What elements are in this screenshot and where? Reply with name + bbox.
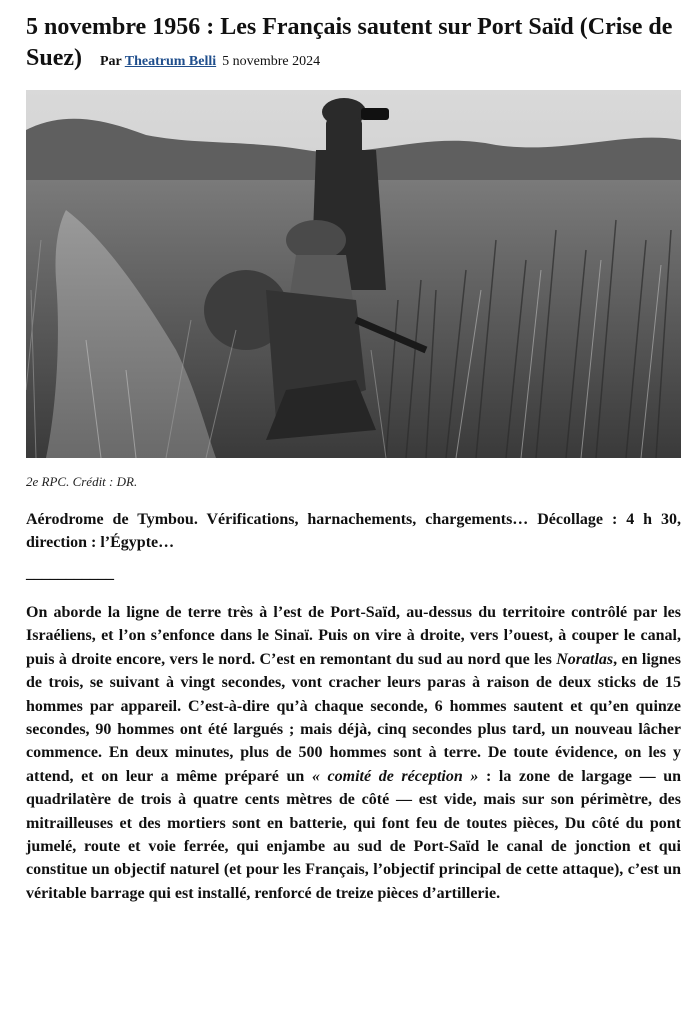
- article-title: [26, 0, 681, 77]
- photo-caption: 2e RPC. Crédit : DR.: [26, 474, 138, 489]
- body-paragraph: [26, 601, 681, 905]
- body-text-part-1: On aborde la ligne de terre très à l’est de Port-Saïd, au-dessus du territoire contrôlé par les Israéliens, et l’on s’enfonce dans le Sinaï. Puis on vire à droite, vers l’ouest, à couper le canal, puis à droite encore, vers le nord. C’est en remontant du sud au nord que les: [26, 604, 681, 668]
- body-text-part-3: : la zone de largage — un quadrilatère de trois à quatre cents mètres de côté — est vide, mais sur son périmètre, des mitrailleuses et des mortiers sont en batterie, qui font feu de toutes pièces, Du côté du pont jumelé, route et voie ferrée, qui enjambe au sud de Port-Saïd le canal de jonction et qui constitue un objectif naturel (et pour les Français, l’objectif principal de cette attaque), c’est un véritable barrage qui est installé, renforcé de treize pièces d’artillerie.: [26, 767, 682, 902]
- article-photo: [26, 90, 681, 458]
- publish-date: 5 novembre 2024: [222, 54, 321, 69]
- body-text-part-2: , en lignes de trois, se suivant à vingt secondes, vont cracher leurs paras à raison de deux sticks de 15 hommes par appareil. C’est-à-dire qu’à chaque seconde, 6 hommes sautent et qu’en quinze secondes, 90 hommes ont été largués ; mais déjà, cinq secondes plus tard, un nouveau lâcher commence. En deux minutes, plus de 500 hommes sont à terre. De toute évidence, on les y attend, et on leur a même préparé un: [26, 650, 681, 785]
- body-italic-comite: « comité de réception »: [311, 767, 479, 785]
- article: [26, 0, 682, 902]
- author-link[interactable]: Theatrum Belli: [124, 54, 217, 69]
- title-text: 5 novembre 1956 : Les Français sautent sur Port Saïd (Crise de Suez): [26, 14, 673, 71]
- intro-paragraph: Aérodrome de Tymbou. Vérifications, harnachements, chargements… Décollage : 4 h 30, direction : l’Égypte…: [26, 511, 681, 551]
- by-label: Par: [100, 54, 122, 69]
- separator-line: ___________: [26, 565, 114, 582]
- body-italic-noratlas: Noratlas: [556, 650, 614, 668]
- article-meta: [100, 54, 320, 69]
